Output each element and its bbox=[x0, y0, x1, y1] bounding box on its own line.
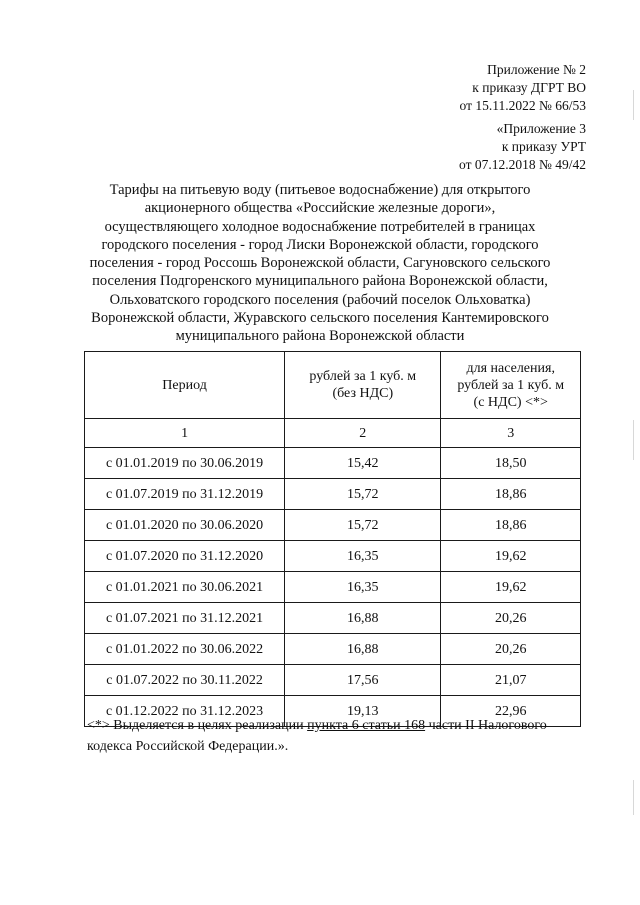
table-row bbox=[85, 479, 581, 510]
tariff-with-vat-cell: 19,62 bbox=[441, 572, 581, 603]
column-header-population-line: для населения, bbox=[466, 360, 555, 376]
tariff-with-vat-cell: 20,26 bbox=[441, 603, 581, 634]
quoted-appendix-header bbox=[459, 120, 586, 174]
title-line: поселения - город Россошь Воронежской области, Сагуновского сельского bbox=[89, 255, 551, 272]
tariff-no-vat-cell: 16,35 bbox=[285, 572, 441, 603]
table-row bbox=[85, 572, 581, 603]
column-header-no-vat-line: (без НДС) bbox=[332, 386, 394, 401]
appendix-header-line: от 15.11.2022 № 66/53 bbox=[459, 98, 586, 113]
column-header-population-line: (с НДС) <*> bbox=[473, 394, 548, 410]
tariff-no-vat-cell: 16,35 bbox=[285, 541, 441, 572]
table-row bbox=[85, 448, 581, 479]
column-header-period-label: Период bbox=[162, 377, 207, 393]
tariff-no-vat-cell: 16,88 bbox=[285, 634, 441, 665]
title-line: поселения Подгоренского муниципального района Воронежской области, bbox=[92, 273, 548, 290]
table-row bbox=[85, 665, 581, 696]
column-number: 1 bbox=[85, 419, 285, 448]
scan-edge-mark bbox=[633, 90, 634, 120]
column-header-population-line: рублей за 1 куб. м bbox=[457, 377, 565, 393]
table-row bbox=[85, 510, 581, 541]
period-cell: с 01.07.2020 по 31.12.2020 bbox=[85, 541, 285, 572]
period-cell: с 01.01.2021 по 30.06.2021 bbox=[85, 572, 285, 603]
scan-edge-mark bbox=[633, 780, 634, 815]
period-cell: с 01.07.2019 по 31.12.2019 bbox=[85, 479, 285, 510]
tariff-with-vat-cell: 19,62 bbox=[441, 541, 581, 572]
tariff-with-vat-cell: 20,26 bbox=[441, 634, 581, 665]
title-line: Ольховатского городского поселения (рабочий поселок Ольховатка) bbox=[109, 291, 531, 308]
footnote-suffix: части II Налогового bbox=[425, 718, 547, 733]
period-cell: с 01.07.2021 по 31.12.2021 bbox=[85, 603, 285, 634]
appendix-header bbox=[460, 61, 586, 115]
tariff-with-vat-cell: 21,07 bbox=[441, 665, 581, 696]
table-row bbox=[85, 541, 581, 572]
column-header-population bbox=[441, 352, 581, 419]
period-cell: с 01.12.2022 по 31.12.2023 bbox=[85, 696, 285, 727]
footnote-line bbox=[87, 715, 587, 736]
title-line: муниципального района Воронежской области bbox=[175, 328, 465, 345]
title-line: акционерного общества «Российские железные дороги», bbox=[144, 200, 496, 217]
quoted-appendix-header-line: от 07.12.2018 № 49/42 bbox=[459, 157, 586, 172]
tariff-no-vat-cell: 19,13 bbox=[285, 696, 441, 727]
tariff-no-vat-cell: 15,72 bbox=[285, 510, 441, 541]
tariff-with-vat-cell: 22,96 bbox=[441, 696, 581, 727]
tariff-with-vat-cell: 18,86 bbox=[441, 479, 581, 510]
appendix-header-line: к приказу ДГРТ ВО bbox=[472, 80, 586, 95]
table-header-row bbox=[85, 352, 581, 419]
footnote bbox=[87, 715, 587, 757]
column-header-no-vat-line: рублей за 1 куб. м bbox=[309, 369, 417, 384]
column-header-no-vat bbox=[285, 352, 441, 419]
column-number: 3 bbox=[441, 419, 581, 448]
tax-code-article-link[interactable]: пункта 6 статьи 168 bbox=[307, 718, 426, 733]
appendix-header-line: Приложение № 2 bbox=[487, 62, 586, 77]
tariff-no-vat-cell: 16,88 bbox=[285, 603, 441, 634]
tariff-with-vat-cell: 18,50 bbox=[441, 448, 581, 479]
title-line: городского поселения - город Лиски Воронежской области, городского bbox=[101, 236, 539, 253]
column-header-period bbox=[85, 352, 285, 419]
tariff-with-vat-cell: 18,86 bbox=[441, 510, 581, 541]
tariff-no-vat-cell: 15,42 bbox=[285, 448, 441, 479]
title-line: Воронежской области, Журавского сельского поселения Кантемировского bbox=[91, 310, 549, 327]
title-line: Тарифы на питьевую воду (питьевое водоснабжение) для открытого bbox=[109, 182, 531, 198]
quoted-appendix-header-line: к приказу УРТ bbox=[501, 139, 586, 154]
column-number-row bbox=[85, 419, 581, 448]
quoted-appendix-header-line: «Приложение 3 bbox=[496, 121, 586, 136]
footnote-line: кодекса Российской Федерации.». bbox=[87, 739, 289, 754]
period-cell: с 01.01.2019 по 30.06.2019 bbox=[85, 448, 285, 479]
period-cell: с 01.07.2022 по 30.11.2022 bbox=[85, 665, 285, 696]
period-cell: с 01.01.2020 по 30.06.2020 bbox=[85, 510, 285, 541]
document-title bbox=[80, 181, 560, 346]
table-row bbox=[85, 603, 581, 634]
table-row bbox=[85, 634, 581, 665]
period-cell: с 01.01.2022 по 30.06.2022 bbox=[85, 634, 285, 665]
footnote-prefix: <*> Выделяется в целях реализации bbox=[87, 718, 308, 733]
scan-edge-mark bbox=[633, 420, 634, 460]
title-line: осуществляющего холодное водоснабжение потребителей в границах bbox=[104, 218, 536, 235]
tariff-no-vat-cell: 15,72 bbox=[285, 479, 441, 510]
column-number: 2 bbox=[285, 419, 441, 448]
tariff-no-vat-cell: 17,56 bbox=[285, 665, 441, 696]
tariff-table bbox=[84, 351, 581, 727]
